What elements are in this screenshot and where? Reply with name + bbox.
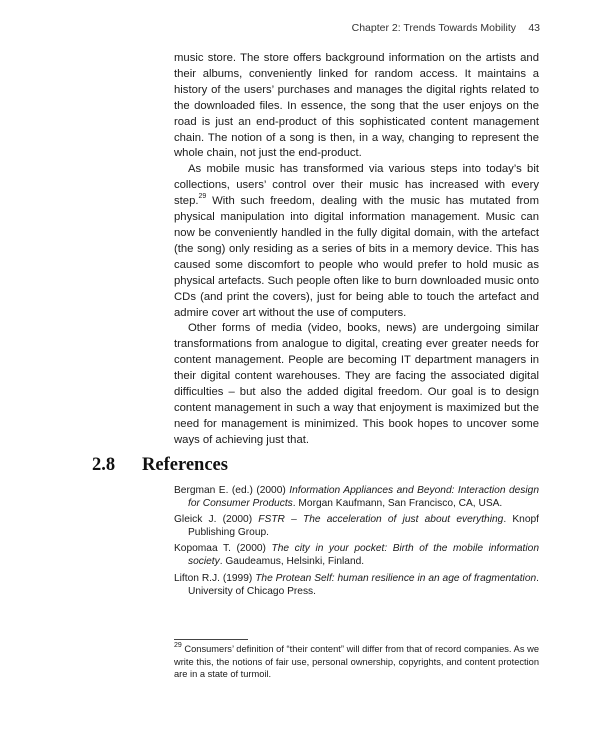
reference-author: Gleick J. (2000) [174, 514, 259, 526]
reference-item [174, 572, 539, 598]
footnote-marker: 29 [198, 193, 207, 201]
reference-author: Kopomaa T. (2000) [174, 543, 272, 555]
reference-publisher: . Morgan Kaufmann, San Francisco, CA, USA. [292, 498, 503, 510]
body-text [174, 51, 539, 449]
paragraph [174, 162, 539, 321]
reference-title: The city in your pocket: Birth of the mobile information society [188, 543, 539, 568]
reference-publisher: . Knopf Publishing Group. [188, 514, 539, 539]
reference-title: Information Appliances and Beyond: Interaction design for Consumer Products [188, 485, 539, 510]
footnote-text [174, 643, 539, 681]
reference-title: The Protean Self: human resilience in an age of fragmentation [255, 572, 537, 584]
reference-item [174, 513, 539, 539]
page-number: 43 [528, 22, 540, 34]
reference-list [174, 484, 539, 601]
reference-author: Bergman E. (ed.) (2000) [174, 485, 290, 496]
chapter-title: Chapter 2: Trends Towards Mobility [351, 22, 516, 34]
section-number: 2.8 [92, 455, 116, 475]
paragraph: Other forms of media (video, books, news) are undergoing similar transformations from analogue to digital, creating ever greater needs for content management. People are becoming IT department managers in their digital content warehouses. They are facing the associated digital difficulties – but also the added digital freedom. Our goal is to design content management in such a way that enjoyment is maximized but the need for management is minimized. This book hopes to uncover some ways of achieving just that. [174, 322, 539, 446]
paragraph-text: With such freedom, dealing with the music has mutated from physical manipulation into digital information management. Music can now be conveniently handled in the fully digital domain, with the artefact (the song) only residing as a series of bits in a memory device. This has caused some discomfort to people who would prefer to hold music as physical artefacts. Such people often like to burn downloaded music onto CDs (and print the covers), just for being able to touch the artefact and admire cover art without the use of computers. [174, 195, 539, 319]
footnote-number: 29 [174, 641, 182, 649]
footnote [174, 643, 539, 681]
section-heading [92, 455, 392, 476]
reference-item [174, 542, 539, 568]
reference-publisher: . University of Chicago Press. [188, 572, 539, 597]
footnote-rule [174, 639, 248, 640]
reference-publisher: . Gaudeamus, Helsinki, Finland. [219, 556, 365, 568]
footnote-body: Consumers’ definition of “their content” will differ from that of record companies. As we write this, the notions of fair use, personal ownership, copyrights, and content protection are in a state of turmoil. [174, 644, 539, 680]
reference-title: FSTR – The acceleration of just about everything [258, 514, 504, 526]
section-title: References [142, 455, 228, 475]
reference-item [174, 484, 539, 510]
paragraph-text: As mobile music has transformed via various steps into today’s bit collections, users’ control over their music has increased with every step. [174, 163, 539, 208]
reference-author: Lifton R.J. (1999) [174, 572, 256, 584]
paragraph: music store. The store offers background information on the artists and their albums, conveniently linked for random access. It maintains a history of the users’ purchases and manages the digital rights related to the downloaded files. In essence, the song that the user enjoys on the road is just an end-product of this sophisticated content management chain. The notion of a song is then, in a way, changing to represent the whole chain, not just the end-product. [174, 52, 539, 160]
